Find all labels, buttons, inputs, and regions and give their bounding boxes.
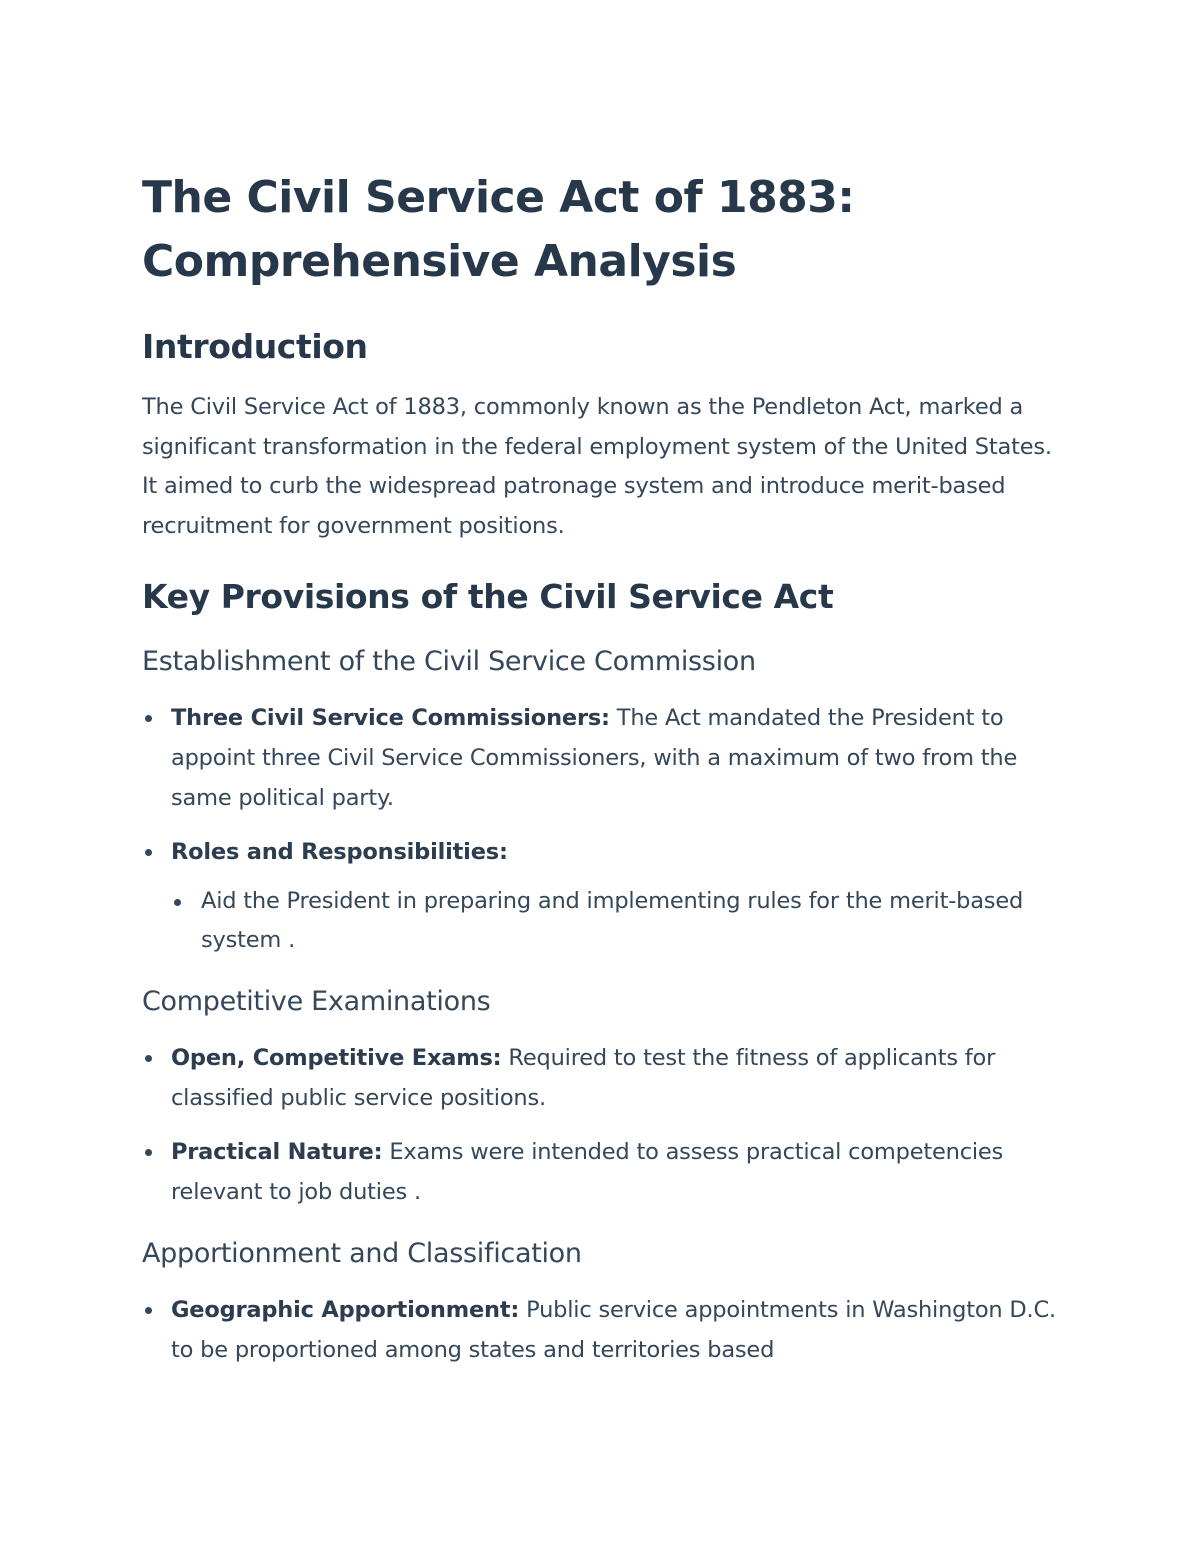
list-item-geographic <box>142 1290 1062 1370</box>
commission-subheading: Establishment of the Civil Service Commission <box>142 646 756 677</box>
list-item-commissioners <box>142 698 1062 818</box>
bullet-icon <box>145 849 152 856</box>
list-item-open-exams <box>142 1038 1062 1118</box>
list-item-term: Practical Nature: <box>171 1139 383 1165</box>
key-provisions-heading: Key Provisions of the Civil Service Act <box>142 577 834 616</box>
list-item-text: The Act mandated the President to appoint three Civil Service Commissioners, with a maximum of two from the same political party. <box>171 705 1018 811</box>
list-item-text: Public service appointments in Washington D.C. to be proportioned among states and territories based <box>171 1297 1056 1363</box>
list-item-term: Geographic Apportionment: <box>171 1297 520 1323</box>
list-item-text: Required to test the fitness of applicants for classified public service positions. <box>171 1045 996 1111</box>
sublist-item-text: Aid the President in preparing and implementing rules for the merit-based system . <box>201 888 1024 953</box>
bullet-icon <box>145 1055 152 1062</box>
document-title <box>142 166 1062 294</box>
introduction-heading: Introduction <box>142 327 368 366</box>
bullet-icon <box>174 899 181 906</box>
document-title-line-2: Comprehensive Analysis <box>142 236 737 287</box>
bullet-icon <box>145 1149 152 1156</box>
exams-subheading: Competitive Examinations <box>142 986 491 1017</box>
introduction-paragraph: The Civil Service Act of 1883, commonly known as the Pendleton Act, marked a significant transformation in the federal employment system of the United States. It aimed to curb the widespread patronage system and introduce merit-based recruitment for government positions. <box>142 394 1052 539</box>
apportionment-list <box>142 1290 1062 1370</box>
apportionment-subheading: Apportionment and Classification <box>142 1238 582 1269</box>
list-item-term: Three Civil Service Commissioners: <box>171 705 610 731</box>
list-item-text: Exams were intended to assess practical competencies relevant to job duties . <box>171 1139 1004 1205</box>
bullet-icon <box>145 1307 152 1314</box>
list-item-practical-nature <box>142 1132 1062 1212</box>
roles-sublist <box>171 882 1062 960</box>
document-content <box>142 166 1062 1370</box>
list-item-roles <box>142 832 1062 960</box>
bullet-icon <box>145 715 152 722</box>
document-title-line-1: The Civil Service Act of 1883: <box>142 172 855 223</box>
list-item-term: Open, Competitive Exams: <box>171 1045 502 1071</box>
exams-list <box>142 1038 1062 1212</box>
sublist-item <box>171 882 1062 960</box>
commission-list <box>142 698 1062 960</box>
list-item-term: Roles and Responsibilities: <box>171 839 508 865</box>
